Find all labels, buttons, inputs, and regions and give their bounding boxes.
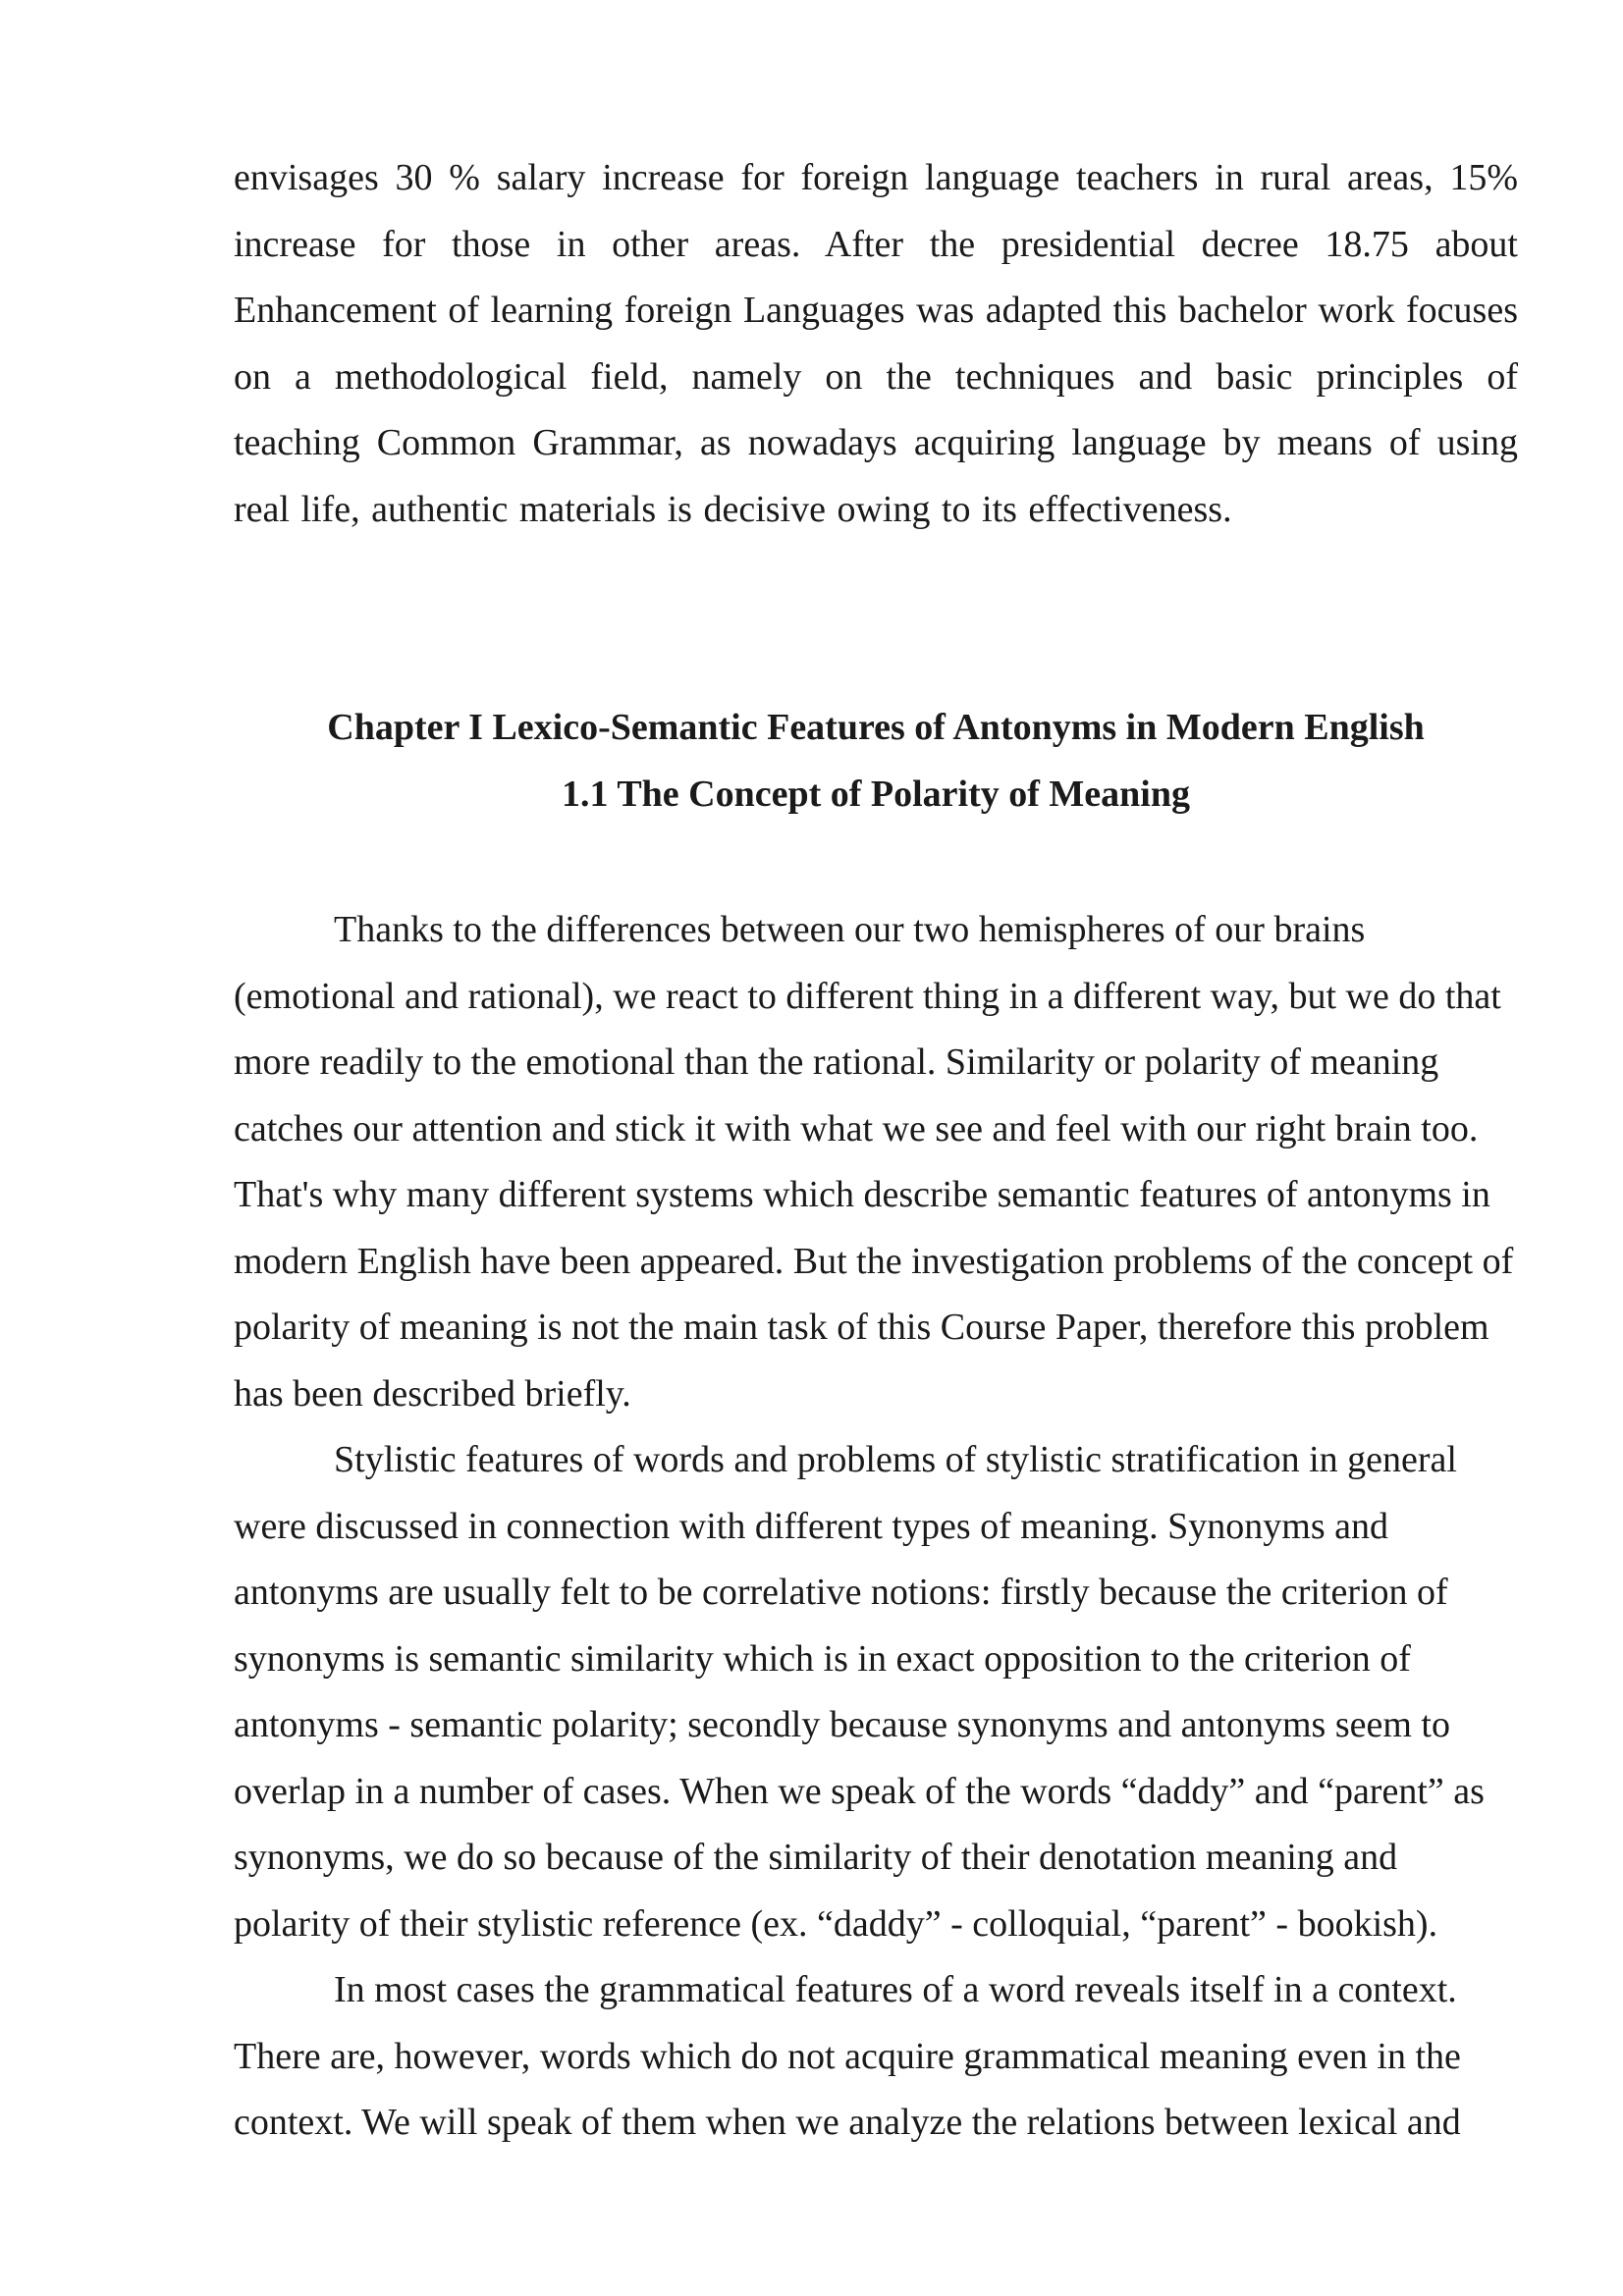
section-title: 1.1 The Concept of Polarity of Meaning	[562, 773, 1190, 815]
body-paragraph-2: Stylistic features of words and problems of stylistic stratification in general were discussed in connection with different types of meaning. Synonyms and antonyms are usually felt to be correlative notions: firstly because the criterion of synonyms is semantic similarity which is in exact opposition to the criterion of antonyms - semantic polarity; secondly because synonyms and antonyms seem to overlap in a number of cases. When we speak of the words “daddy” and “parent” as synonyms, we do so because of the similarity of their denotation meaning and polarity of their stylistic reference (ex. “daddy” - colloquial, “parent” - bookish).	[234, 1439, 1485, 1945]
chapter-title: Chapter I Lexico-Semantic Features of Antonyms in Modern English	[327, 707, 1425, 748]
chapter-heading-block	[234, 695, 1518, 828]
document-page	[234, 145, 1518, 2157]
body-paragraph-1: Thanks to the differences between our two hemispheres of our brains (emotional and rational), we react to different thing in a different way, but we do that more readily to the emotional than the rational. Similarity or polarity of meaning catches our attention and stick it with what we see and feel with our right brain too. That's why many different systems which describe semantic features of antonyms in modern English have been appeared. But the investigation problems of the concept of polarity of meaning is not the main task of this Course Paper, therefore this problem has been described briefly.	[234, 909, 1514, 1415]
body-paragraph-3: In most cases the grammatical features of a word reveals itself in a context. There are, however, words which do not acquire grammatical meaning even in the context. We will speak of them when we analyze the relations between lexical and	[234, 1969, 1461, 2143]
intro-paragraph: envisages 30 % salary increase for foreign language teachers in rural areas, 15% increase for those in other areas. After the presidential decree 18.75 about Enhancement of learning foreign Languages was adapted this bachelor work focuses on a methodological field, namely on the techniques and basic principles of teaching Common Grammar, as nowadays acquiring language by means of using real life, authentic materials is decisive owing to its effectiveness.	[234, 157, 1518, 530]
